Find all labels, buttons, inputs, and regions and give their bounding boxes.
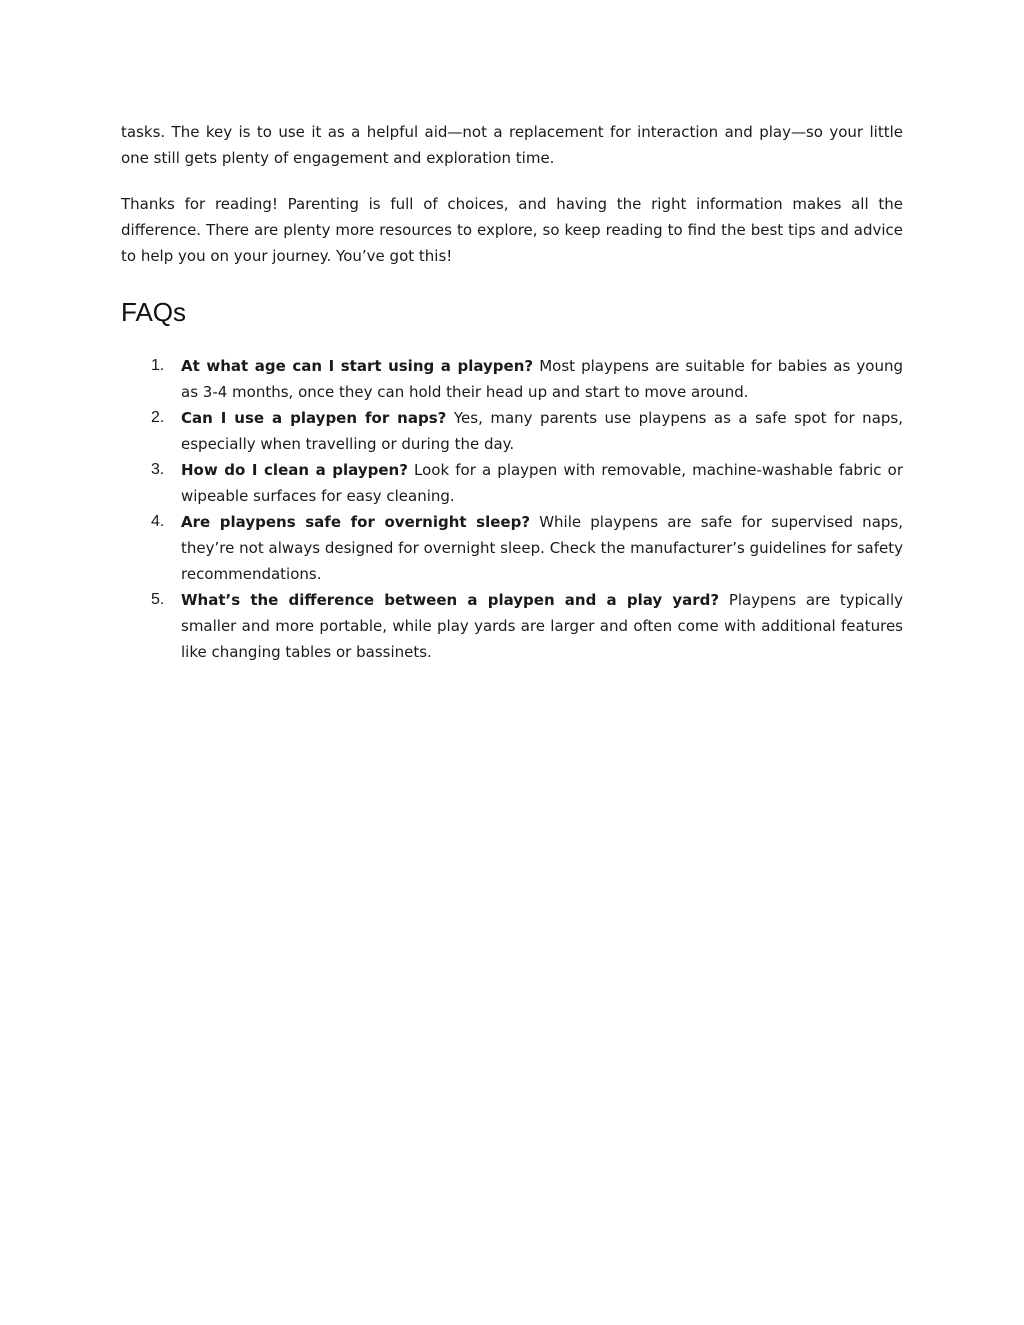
faq-number: 3. <box>151 461 165 478</box>
faq-answer: While playpens are safe for supervised naps, they’re not always designed for overnight sleep. Check the manufacturer’s guidelines for safety recommendations. <box>181 513 903 583</box>
document-page <box>121 119 903 665</box>
faq-answer: Yes, many parents use playpens as a safe spot for naps, especially when travelling or during the day. <box>181 409 903 453</box>
faq-question: At what age can I start using a playpen? <box>181 357 534 375</box>
paragraph-intro: tasks. The key is to use it as a helpful aid—not a replacement for interaction and play—so your little one still gets plenty of engagement and exploration time. <box>121 123 903 167</box>
faq-number: 2. <box>151 409 165 426</box>
faq-item <box>121 457 903 509</box>
faq-answer: Playpens are typically smaller and more portable, while play yards are larger and often come with additional features like changing tables or bassinets. <box>181 591 904 661</box>
faq-number: 1. <box>151 357 165 374</box>
faq-item <box>121 405 903 457</box>
faq-heading: FAQs <box>121 297 187 327</box>
faq-number: 4. <box>151 513 165 530</box>
faq-question: How do I clean a playpen? <box>181 461 408 479</box>
paragraph-closing: Thanks for reading! Parenting is full of choices, and having the right information makes all the difference. There are plenty more resources to explore, so keep reading to find the best tips and advice to help you on your journey. You’ve got this! <box>121 195 903 265</box>
faq-answer: Look for a playpen with removable, machine-washable fabric or wipeable surfaces for easy cleaning. <box>181 461 903 505</box>
faq-number: 5. <box>151 591 165 608</box>
faq-question: Are playpens safe for overnight sleep? <box>181 513 531 531</box>
faq-list <box>121 353 903 665</box>
faq-answer: Most playpens are suitable for babies as young as 3-4 months, once they can hold their head up and start to move around. <box>181 357 903 401</box>
faq-item <box>121 587 903 665</box>
faq-item <box>121 509 903 587</box>
faq-item <box>121 353 903 405</box>
faq-question: Can I use a playpen for naps? <box>181 409 447 427</box>
faq-question: What’s the difference between a playpen and a play yard? <box>181 591 720 609</box>
